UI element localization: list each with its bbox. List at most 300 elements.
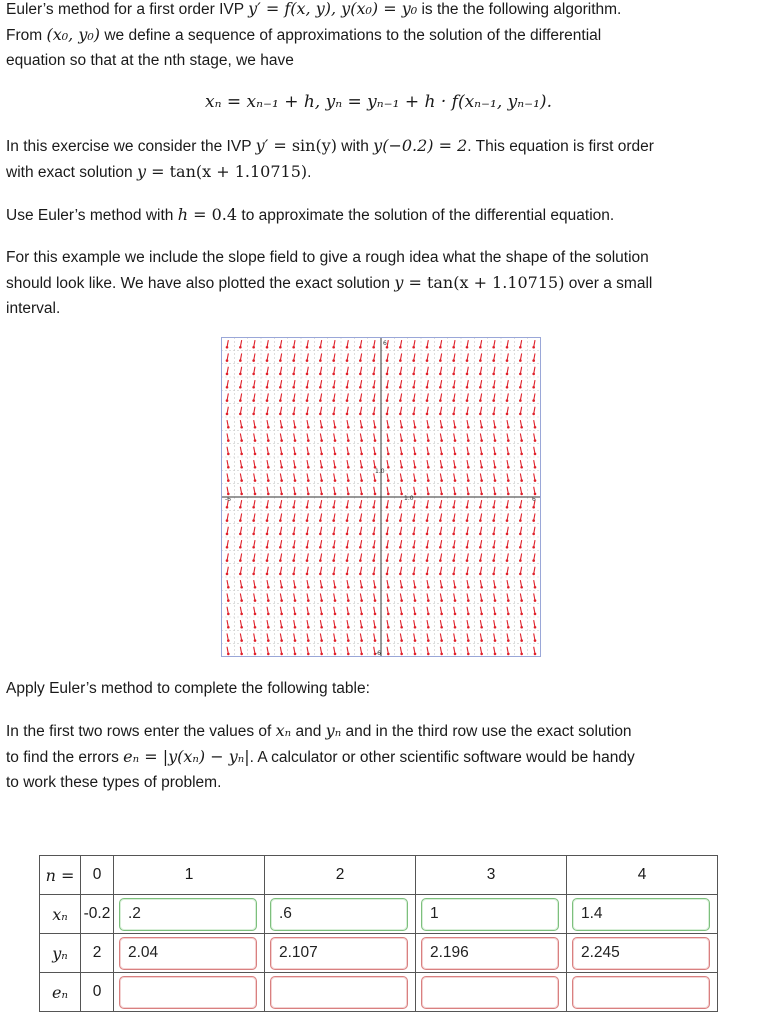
slope-arrow-head (227, 639, 230, 642)
slope-arrow-head (360, 626, 363, 629)
example-line-2: should look like. We have also plotted the exact solution y = tan(x + 1.10715) over a small (6, 273, 653, 292)
slope-arrow-head (519, 359, 522, 362)
slope-arrow-head (452, 559, 455, 562)
slope-arrow-head (332, 559, 335, 562)
slope-arrow-head (226, 346, 229, 349)
y2-input[interactable] (270, 937, 408, 970)
slope-arrow-head (280, 493, 283, 496)
slope-arrow-head (534, 653, 537, 656)
slope-arrow-head (506, 519, 509, 522)
slope-arrow-head (359, 359, 362, 362)
slope-arrow-head (427, 439, 430, 442)
slope-arrow-head (466, 559, 469, 562)
slope-arrow-head (306, 399, 309, 402)
slope-arrow-head (414, 626, 417, 629)
slope-arrow-head (334, 599, 337, 602)
slope-arrow-head (387, 466, 390, 469)
slope-arrow-head (399, 506, 402, 509)
instructions-line-1: In the first two rows enter the values of xₙ and yₙ and in the third row use the exact solution (6, 721, 632, 740)
slope-arrow-head (346, 533, 349, 536)
slope-arrow-head (427, 466, 430, 469)
slope-arrow-head (399, 546, 402, 549)
slope-arrow-head (492, 533, 495, 536)
slope-arrow-head (294, 599, 297, 602)
slope-arrow-head (374, 493, 377, 496)
slope-arrow-head (359, 386, 362, 389)
slope-arrow-head (440, 426, 443, 429)
slope-arrow-head (494, 493, 497, 496)
slope-arrow-head (467, 599, 470, 602)
slope-arrow-head (507, 439, 510, 442)
slope-arrow-head (480, 453, 483, 456)
slope-arrow-head (520, 453, 523, 456)
slope-arrow-head (332, 519, 335, 522)
slope-arrow-head (267, 466, 270, 469)
slope-arrow-head (320, 586, 323, 589)
slope-arrow-head (266, 373, 269, 376)
y3-input[interactable] (421, 937, 559, 970)
slope-arrow-head (347, 493, 350, 496)
slope-arrow-head (427, 586, 430, 589)
slope-arrow-head (372, 573, 375, 576)
slope-arrow-head (466, 546, 469, 549)
slope-arrow-head (332, 533, 335, 536)
slope-arrow-head (360, 613, 363, 616)
exercise-paragraph (6, 133, 754, 185)
slope-arrow-head (452, 359, 455, 362)
slope-arrow-head (266, 346, 269, 349)
example-line-1: For this example we include the slope field to give a rough idea what the shape of the solution (6, 249, 649, 266)
slope-arrow-head (467, 439, 470, 442)
slope-arrow-head (347, 586, 350, 589)
slope-arrow-head (414, 586, 417, 589)
example-line-3: interval. (6, 300, 61, 317)
slope-arrow-head (266, 573, 269, 576)
x-max-label: 6 (532, 496, 536, 503)
slope-arrow-head (386, 506, 389, 509)
slope-arrow-head (294, 639, 297, 642)
slope-arrow-head (440, 613, 443, 616)
slope-arrow-head (227, 493, 230, 496)
slope-arrow-head (239, 373, 242, 376)
slope-arrow-head (319, 373, 322, 376)
slope-arrow-head (412, 519, 415, 522)
col-header-0: 0 (81, 856, 114, 895)
slope-arrow-head (334, 493, 337, 496)
slope-arrow-head (387, 479, 390, 482)
slope-arrow-head (252, 359, 255, 362)
slope-arrow-head (520, 639, 523, 642)
slope-arrow-head (347, 466, 350, 469)
slope-arrow-head (346, 519, 349, 522)
slope-arrow-head (506, 373, 509, 376)
slope-arrow-head (466, 373, 469, 376)
slope-arrow-head (279, 413, 282, 416)
slope-arrow-head (292, 546, 295, 549)
slope-arrow-head (412, 346, 415, 349)
slope-arrow-head (227, 626, 230, 629)
slope-arrow-head (426, 519, 429, 522)
slope-arrow-head (480, 626, 483, 629)
slope-arrow-head (292, 506, 295, 509)
slope-arrow-head (360, 639, 363, 642)
slope-arrow-head (227, 653, 230, 656)
slope-arrow-head (506, 346, 509, 349)
slope-arrow-head (254, 439, 257, 442)
slope-arrow-head (254, 653, 257, 656)
slope-arrow-head (439, 533, 442, 536)
x-min-label: -6 (225, 496, 231, 503)
slope-arrow-head (427, 626, 430, 629)
slope-arrow-head (479, 359, 482, 362)
slope-arrow-head (372, 346, 375, 349)
slope-arrow-head (400, 639, 403, 642)
slope-arrow-head (479, 519, 482, 522)
slope-arrow-head (227, 586, 230, 589)
slope-arrow-head (494, 426, 497, 429)
slope-arrow-head (506, 533, 509, 536)
slope-arrow-head (412, 413, 415, 416)
slope-arrow-head (240, 599, 243, 602)
slope-arrow-head (239, 559, 242, 562)
slope-arrow-head (494, 613, 497, 616)
slope-arrow-head (254, 613, 257, 616)
slope-arrow-head (506, 573, 509, 576)
slope-arrow-head (319, 546, 322, 549)
slope-arrow-head (372, 506, 375, 509)
slope-arrow-head (534, 493, 537, 496)
slope-arrow-head (412, 373, 415, 376)
col-header-1: 1 (114, 856, 265, 895)
slope-arrow-head (452, 386, 455, 389)
slope-arrow-head (332, 506, 335, 509)
slope-arrow-head (306, 413, 309, 416)
slope-arrow-head (400, 466, 403, 469)
slope-arrow-head (480, 426, 483, 429)
slope-arrow-head (332, 413, 335, 416)
slope-arrow-head (454, 426, 457, 429)
slope-arrow-head (399, 573, 402, 576)
slope-arrow-head (240, 639, 243, 642)
slope-arrow-head (479, 373, 482, 376)
slope-arrow-head (334, 479, 337, 482)
slope-arrow-head (252, 546, 255, 549)
slope-arrow-head (226, 533, 229, 536)
slope-arrow-head (266, 533, 269, 536)
slope-arrow-head (492, 359, 495, 362)
slope-arrow-head (307, 479, 310, 482)
e2-input[interactable] (270, 976, 408, 1009)
slope-arrow-head (400, 613, 403, 616)
slope-arrow-head (452, 506, 455, 509)
slope-arrow-head (387, 453, 390, 456)
slope-arrow-head (254, 639, 257, 642)
slope-arrow-head (306, 359, 309, 362)
slope-arrow-head (240, 453, 243, 456)
slope-arrow-head (252, 373, 255, 376)
slope-arrow-head (226, 386, 229, 389)
slope-arrow-head (414, 599, 417, 602)
slope-arrow-head (439, 386, 442, 389)
slope-arrow-head (440, 653, 443, 656)
col-header-4: 4 (567, 856, 718, 895)
slope-arrow-head (266, 546, 269, 549)
x3-input[interactable] (421, 898, 559, 931)
slope-arrow-head (494, 599, 497, 602)
slope-arrow-head (412, 546, 415, 549)
slope-arrow-head (452, 346, 455, 349)
slope-arrow-head (280, 439, 283, 442)
slope-arrow-head (227, 613, 230, 616)
slope-arrow-head (372, 399, 375, 402)
slope-arrow-head (359, 413, 362, 416)
slope-arrow-head (360, 479, 363, 482)
slope-arrow-head (426, 346, 429, 349)
slope-arrow-head (372, 386, 375, 389)
slope-arrow-head (387, 653, 390, 656)
y-mark-label: 1.0 (375, 468, 385, 475)
slope-arrow-head (280, 453, 283, 456)
slope-arrow-head (294, 493, 297, 496)
slope-arrow-head (280, 613, 283, 616)
table-row-x (40, 895, 718, 934)
slope-arrow-head (507, 626, 510, 629)
slope-arrow-head (319, 533, 322, 536)
x2-input[interactable] (270, 898, 408, 931)
slope-arrow-head (400, 626, 403, 629)
slope-arrow-head (414, 453, 417, 456)
slope-arrow-head (332, 399, 335, 402)
slope-arrow-head (520, 599, 523, 602)
slope-arrow-head (452, 546, 455, 549)
slope-arrow-head (479, 573, 482, 576)
slope-arrow-head (532, 346, 535, 349)
slope-arrow-head (279, 346, 282, 349)
slope-arrow-head (307, 466, 310, 469)
slope-arrow-head (466, 399, 469, 402)
slope-arrow-head (346, 573, 349, 576)
slope-arrow-head (492, 559, 495, 562)
slope-arrow-head (359, 373, 362, 376)
slope-arrow-head (252, 506, 255, 509)
slope-arrow-head (252, 399, 255, 402)
slope-arrow-head (534, 439, 537, 442)
slope-arrow-head (319, 519, 322, 522)
slope-arrow-head (426, 386, 429, 389)
e3-input[interactable] (421, 976, 559, 1009)
slope-arrow-head (360, 426, 363, 429)
slope-arrow-head (226, 373, 229, 376)
slope-arrow-head (294, 613, 297, 616)
slope-arrow-head (494, 626, 497, 629)
y-max-label: 6 (383, 340, 387, 347)
slope-arrow-head (480, 653, 483, 656)
slope-arrow-head (506, 359, 509, 362)
slope-arrow-head (347, 453, 350, 456)
slope-arrow-head (494, 439, 497, 442)
slope-arrow-head (454, 479, 457, 482)
slope-arrow-head (226, 559, 229, 562)
slope-arrow-head (519, 546, 522, 549)
slope-arrow-head (439, 546, 442, 549)
slope-arrow-head (374, 599, 377, 602)
slope-arrow-head (454, 613, 457, 616)
slope-arrow-head (360, 586, 363, 589)
slope-arrow-head (506, 399, 509, 402)
slope-arrow-head (360, 466, 363, 469)
slope-arrow-head (520, 626, 523, 629)
slope-arrow-head (280, 599, 283, 602)
slope-arrow-head (254, 586, 257, 589)
slope-arrow-head (427, 426, 430, 429)
slope-arrow-head (532, 386, 535, 389)
slope-arrow-head (279, 519, 282, 522)
slope-arrow-head (254, 493, 257, 496)
slope-arrow-head (506, 386, 509, 389)
x-mark-label: 1.0 (404, 495, 414, 502)
slope-arrow-head (267, 599, 270, 602)
slope-arrow-head (360, 653, 363, 656)
slope-arrow-head (387, 639, 390, 642)
slope-arrow-head (267, 653, 270, 656)
slope-arrow-head (360, 599, 363, 602)
e0-value: 0 (81, 973, 114, 1012)
x1-input[interactable] (119, 898, 257, 931)
slope-arrow-head (306, 559, 309, 562)
slope-arrow-head (254, 479, 257, 482)
slope-arrow-head (252, 519, 255, 522)
slope-arrow-head (347, 653, 350, 656)
slope-arrow-head (520, 479, 523, 482)
slope-arrow-head (439, 373, 442, 376)
slope-arrow-head (480, 599, 483, 602)
slope-arrow-head (519, 573, 522, 576)
slope-arrow-head (279, 546, 282, 549)
slope-arrow-head (386, 519, 389, 522)
table-row-e (40, 973, 718, 1012)
slope-arrow-head (440, 439, 443, 442)
instructions-line-3: to work these types of problem. (6, 774, 222, 791)
slope-arrow-head (534, 626, 537, 629)
slope-arrow-head (426, 373, 429, 376)
slope-arrow-head (374, 586, 377, 589)
slope-arrow-head (532, 359, 535, 362)
slope-arrow-head (346, 546, 349, 549)
slope-arrow-head (346, 346, 349, 349)
slope-arrow-head (534, 599, 537, 602)
slope-arrow-head (359, 346, 362, 349)
slope-arrow-head (467, 639, 470, 642)
slope-arrow-head (320, 479, 323, 482)
x-row-label: xₙ (40, 895, 81, 934)
slope-arrow-head (440, 639, 443, 642)
slope-arrow-head (227, 453, 230, 456)
intro-line-2: From (x₀, y₀) we define a sequence of approximations to the solution of the differential (6, 25, 602, 44)
slope-arrow-head (426, 546, 429, 549)
col-header-3: 3 (416, 856, 567, 895)
slope-arrow-head (492, 399, 495, 402)
e1-input[interactable] (119, 976, 257, 1009)
slope-arrow-head (374, 453, 377, 456)
slope-arrow-head (532, 546, 535, 549)
slope-arrow-head (520, 439, 523, 442)
slope-arrow-head (279, 399, 282, 402)
slope-arrow-head (267, 479, 270, 482)
slope-arrow-head (479, 533, 482, 536)
intro-line-1: Euler’s method for a first order IVP y′ = f(x, y), y(x₀) = y₀ is the the following algorithm. (6, 0, 622, 18)
slope-arrow-head (294, 653, 297, 656)
y-min-label: -6 (375, 650, 381, 657)
slope-arrow-head (266, 359, 269, 362)
slope-arrow-head (280, 653, 283, 656)
slope-arrow-head (239, 573, 242, 576)
slope-arrow-head (439, 573, 442, 576)
slope-arrow-head (440, 453, 443, 456)
e-row-label: eₙ (40, 973, 81, 1012)
slope-arrow-head (387, 493, 390, 496)
slope-arrow-head (454, 439, 457, 442)
slope-arrow-head (492, 346, 495, 349)
slope-arrow-head (439, 359, 442, 362)
slope-arrow-head (466, 519, 469, 522)
slope-arrow-head (280, 426, 283, 429)
slope-arrow-head (226, 413, 229, 416)
slope-arrow-head (452, 573, 455, 576)
col-header-2: 2 (265, 856, 416, 895)
slope-arrow-head (386, 533, 389, 536)
slope-arrow-head (240, 426, 243, 429)
slope-arrow-head (387, 426, 390, 429)
y1-input[interactable] (119, 937, 257, 970)
x4-input[interactable] (572, 898, 710, 931)
slope-arrow-head (492, 413, 495, 416)
example-paragraph (6, 245, 754, 321)
slope-arrow-head (494, 453, 497, 456)
slope-arrow-head (452, 533, 455, 536)
slope-arrow-head (427, 479, 430, 482)
slope-arrow-head (479, 346, 482, 349)
slope-arrow-head (454, 653, 457, 656)
slope-arrow-head (292, 373, 295, 376)
slope-arrow-head (279, 386, 282, 389)
slope-arrow-head (334, 453, 337, 456)
slope-arrow-head (386, 373, 389, 376)
e4-input[interactable] (572, 976, 710, 1009)
slope-arrow-head (532, 373, 535, 376)
slope-arrow-head (319, 359, 322, 362)
slope-arrow-head (414, 479, 417, 482)
slope-arrow-head (467, 653, 470, 656)
slope-arrow-head (440, 586, 443, 589)
slope-arrow-head (347, 599, 350, 602)
slope-arrow-head (412, 386, 415, 389)
slope-arrow-head (386, 399, 389, 402)
slope-arrow-head (439, 413, 442, 416)
slope-arrow-head (494, 479, 497, 482)
y4-input[interactable] (572, 937, 710, 970)
slope-arrow-head (440, 493, 443, 496)
slope-arrow-head (307, 653, 310, 656)
slope-arrow-head (507, 453, 510, 456)
slope-arrow-head (334, 613, 337, 616)
slope-arrow-head (346, 359, 349, 362)
slope-arrow-head (520, 466, 523, 469)
slope-arrow-head (374, 439, 377, 442)
slope-arrow-head (427, 599, 430, 602)
slope-arrow-head (414, 653, 417, 656)
slope-arrow-head (507, 613, 510, 616)
slope-arrow-head (306, 519, 309, 522)
